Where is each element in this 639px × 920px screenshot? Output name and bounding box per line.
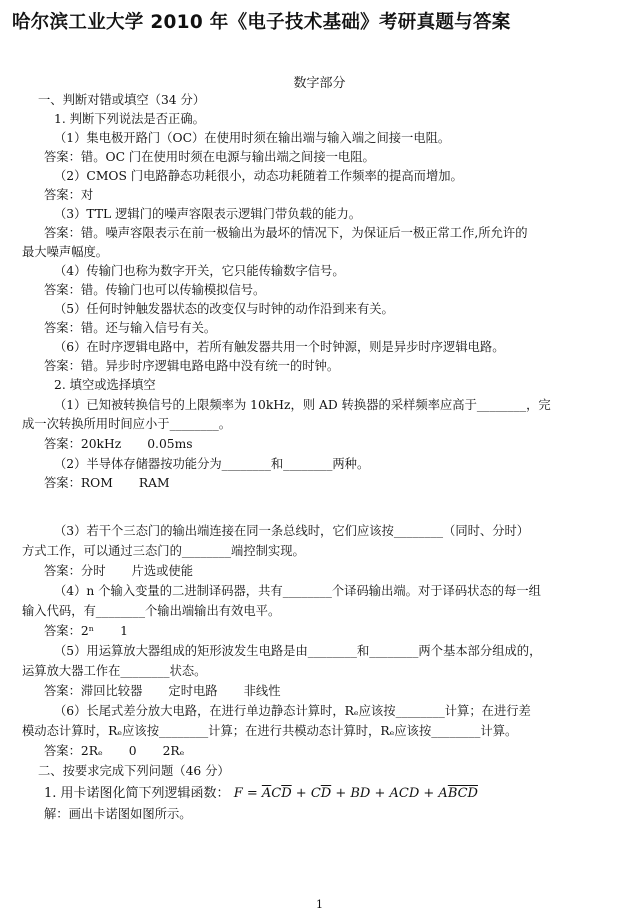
- answer-text: 答案：错。还与输入信号有关。: [44, 321, 217, 335]
- answer-label: 答案：: [44, 684, 81, 698]
- answer-value: 2ⁿ: [80, 624, 95, 638]
- answer-text: 答案：错。异步时序逻辑电路电路中没有统一的时钟。: [44, 359, 340, 373]
- page-number: 1: [316, 898, 323, 911]
- fill-question: （5）用运算放大器组成的矩形波发生电路是由________和________两个基本部分组成的，: [54, 644, 542, 658]
- fill-answer: [44, 682, 281, 700]
- answer-label: 答案：: [44, 624, 81, 638]
- question-text: 1. 用卡诺图化简下列逻辑函数：: [44, 786, 230, 801]
- fill-answer: [44, 474, 170, 492]
- fill-question-continued: 输入代码，有________个输出端输出有效电平。: [22, 604, 281, 618]
- logic-function: $F = \overline{A}C\overline{D} + C\overline{D}$ + BD + ACD + $A\overline{BCD}$: [233, 786, 478, 801]
- part2-question-1: [44, 785, 478, 803]
- answer-value: 2Rₑ: [162, 744, 185, 758]
- answer-text: 答案：错。传输门也可以传输模拟信号。: [44, 283, 266, 297]
- question-text: （5）任何时钟触发器状态的改变仅与时钟的动作沿到来有关。: [54, 302, 394, 316]
- answer-value: 20kHz: [80, 437, 122, 451]
- answer-text: 答案：错。OC 门在使用时须在电源与输出端之间接一电阻。: [44, 150, 375, 164]
- fill-question: （3）若干个三态门的输出端连接在同一条总线时，它们应该按________（同时、分时）: [54, 524, 530, 538]
- answer-value: 滞回比较器: [80, 684, 143, 698]
- fill-question: （1）已知被转换信号的上限频率为 10kHz，则 AD 转换器的采样频率应高于________，完: [54, 398, 551, 412]
- answer-text: 答案：对: [44, 188, 94, 202]
- question-text: （3）TTL 逻辑门的噪声容限表示逻辑门带负载的能力。: [54, 207, 362, 221]
- fill-answer: [44, 622, 128, 640]
- part1-heading: 一、判断对错或填空（34 分）: [38, 93, 206, 107]
- answer-label: 答案：: [44, 476, 81, 490]
- answer-label: 答案：: [44, 437, 81, 451]
- question-text: （4）传输门也称为数字开关，它只能传输数字信号。: [54, 264, 345, 278]
- answer-value: 非线性: [243, 684, 281, 698]
- answer-label: 答案：: [44, 564, 81, 578]
- fill-question: （2）半导体存储器按功能分为________和________两种。: [54, 457, 370, 471]
- question-1-intro: 1. 判断下列说法是否正确。: [54, 112, 205, 126]
- answer-value: 0: [128, 744, 137, 758]
- fill-question-continued: 模动态计算时，Rₑ应该按________计算；在进行共模动态计算时，Rₑ应该按________计算。: [22, 724, 518, 738]
- answer-value: 定时电路: [168, 684, 218, 698]
- fill-answer: [44, 435, 193, 453]
- answer-value: 1: [120, 624, 128, 638]
- part2-answer: 解：画出卡诺图如图所示。: [44, 807, 192, 821]
- question-text: （6）在时序逻辑电路中，若所有触发器共用一个时钟源，则是异步时序逻辑电路。: [54, 340, 505, 354]
- part2-heading: 二、按要求完成下列问题（46 分）: [38, 764, 230, 778]
- fill-answer: [44, 562, 193, 580]
- fill-question: （6）长尾式差分放大电路，在进行单边静态计算时，Rₑ应该按________计算；在进行差: [54, 704, 531, 718]
- fill-question: （4）n 个输入变量的二进制译码器，共有________个译码输出端。对于译码状态的每一组: [54, 584, 541, 598]
- question-text: （1）集电极开路门（OC）在使用时须在输出端与输入端之间接一电阻。: [54, 131, 451, 145]
- section-title: 数字部分: [293, 76, 346, 91]
- answer-value: 分时: [80, 564, 106, 578]
- answer-value: RAM: [138, 476, 170, 490]
- answer-text-continued: 最大噪声幅度。: [22, 245, 109, 259]
- answer-value: 0.05ms: [147, 437, 193, 451]
- fill-question-continued: 运算放大器工作在________状态。: [22, 664, 207, 678]
- document-title: 哈尔滨工业大学 2010 年《电子技术基础》考研真题与答案: [12, 12, 511, 33]
- answer-value: 片选或使能: [131, 564, 194, 578]
- answer-value: 2Rₑ: [80, 744, 103, 758]
- question-text: （2）CMOS 门电路静态功耗很小，动态功耗随着工作频率的提高而增加。: [54, 169, 463, 183]
- question-2-intro: 2. 填空或选择填空: [54, 378, 156, 392]
- fill-question-continued: 方式工作，可以通过三态门的________端控制实现。: [22, 544, 305, 558]
- fill-answer: [44, 742, 184, 760]
- fill-question-continued: 成一次转换所用时间应小于________。: [22, 417, 232, 431]
- answer-text: 答案：错。噪声容限表示在前一极输出为最坏的情况下，为保证后一极正常工作,所允许的: [44, 226, 528, 240]
- answer-value: ROM: [80, 476, 113, 490]
- answer-label: 答案：: [44, 744, 81, 758]
